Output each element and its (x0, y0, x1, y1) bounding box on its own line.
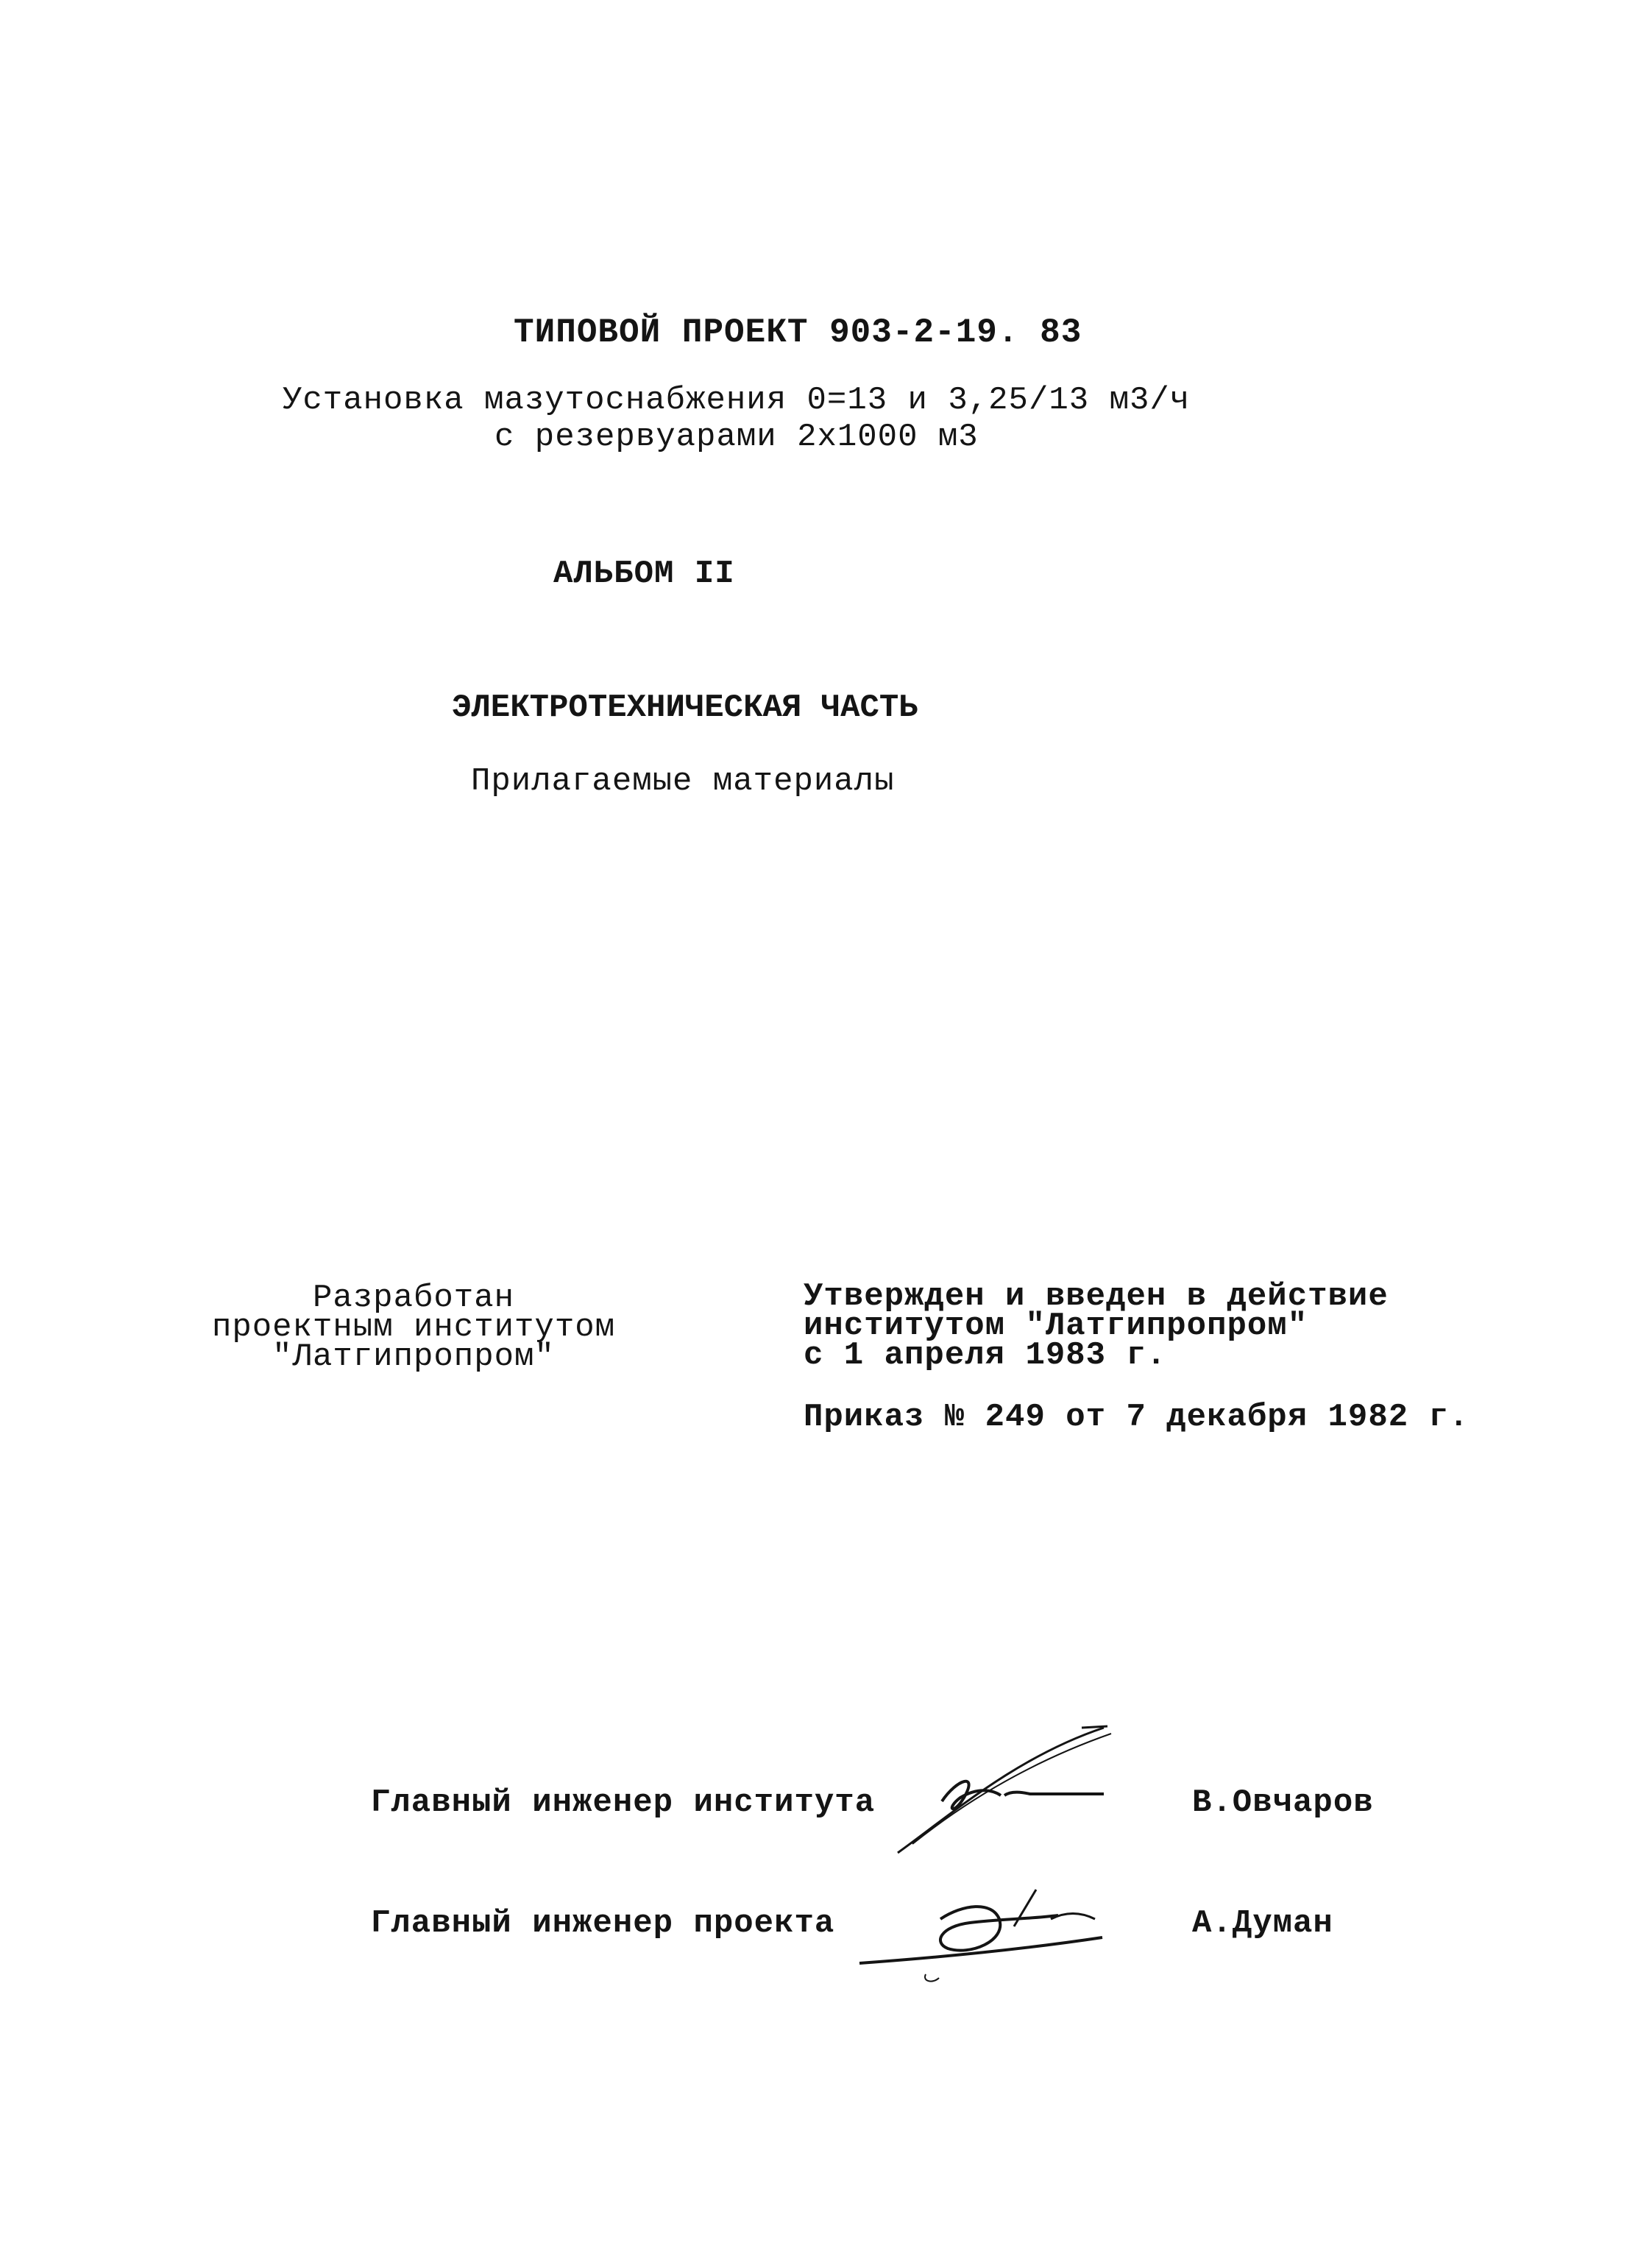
signature-role-1: Главный инженер института (371, 1784, 876, 1821)
developed-by-line-3: "Латгипропром" (272, 1338, 555, 1375)
album-title: АЛЬБОМ II (553, 556, 735, 592)
project-title: ТИПОВОЙ ПРОЕКТ 903-2-19. 83 (514, 313, 1082, 352)
section-title: ЭЛЕКТРОТЕХНИЧЕСКАЯ ЧАСТЬ (452, 689, 918, 726)
project-subtitle-line-2: с резервуарами 2x1000 м3 (494, 419, 979, 455)
approved-order: Приказ № 249 от 7 декабря 1982 г. (804, 1399, 1470, 1436)
signature-name-2: А.Думан (1192, 1905, 1333, 1942)
approved-line-1: Утвержден и введен в действие (804, 1278, 1389, 1315)
signature-name-1: В.Овчаров (1192, 1784, 1374, 1821)
handwritten-signature-icon (883, 1713, 1119, 1860)
developed-by-line-1: Разработан (312, 1280, 515, 1316)
project-subtitle-line-1: Установка мазутоснабжения 0=13 и 3,25/13 м3/ч (283, 382, 1191, 419)
approved-line-3: с 1 апреля 1983 г. (804, 1337, 1167, 1374)
developed-by-block (200, 1280, 627, 1375)
signature-role-2: Главный инженер проекта (371, 1905, 835, 1942)
developed-by-line-2: проектным институтом (211, 1309, 616, 1346)
handwritten-signature-icon (852, 1875, 1117, 1985)
approved-line-2: институтом "Латгипропром" (804, 1308, 1308, 1344)
section-subtitle: Прилагаемые материалы (471, 763, 895, 800)
